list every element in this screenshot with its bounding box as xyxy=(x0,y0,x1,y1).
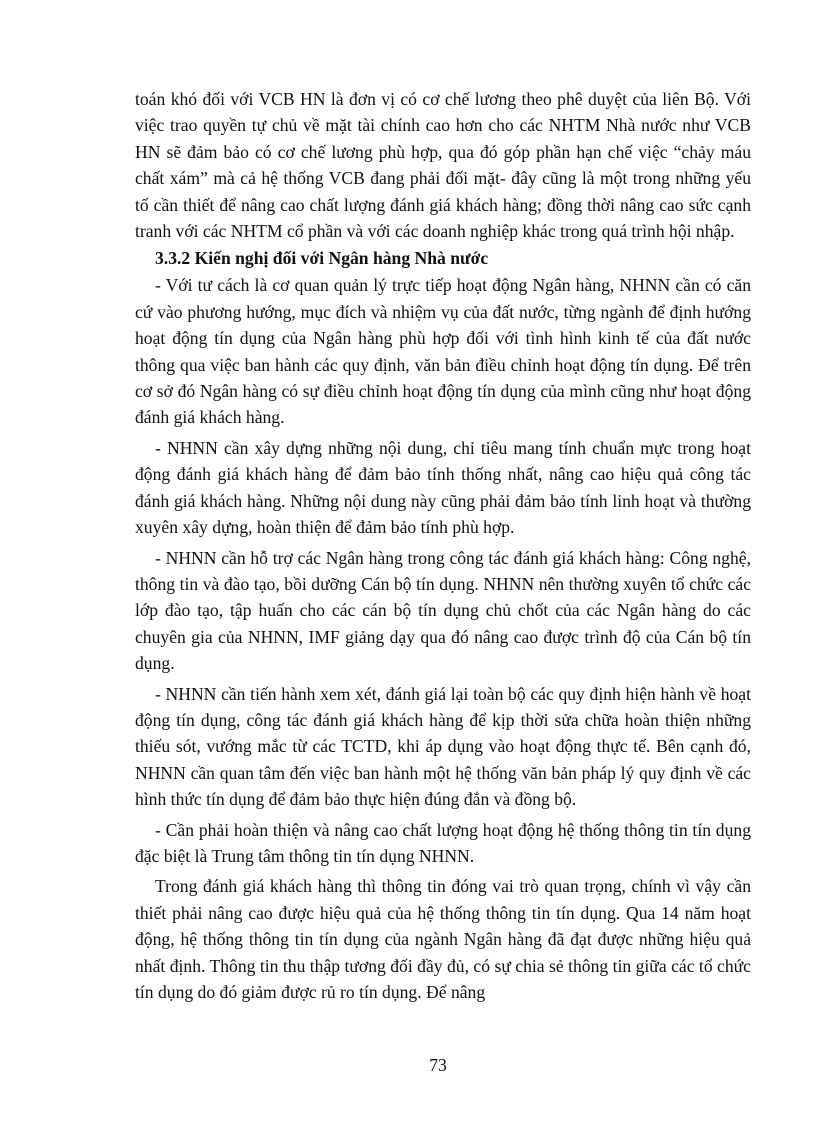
section-heading: 3.3.2 Kiến nghị đối với Ngân hàng Nhà nước xyxy=(155,248,489,269)
intro-paragraph: toán khó đối với VCB HN là đơn vị có cơ chế lương theo phê duyệt của liên Bộ. Với việc trao quyền tự chủ về mặt tài chính cao hơn cho các NHTM Nhà nước như VCB HN sẽ đảm bảo có cơ chế lương phù hợp, qua đó góp phần hạn chế việc “chảy máu chất xám” mà cả hệ thống VCB đang phải đối mặt- đây cũng là một trong những yếu tố cần thiết để nâng cao chất lượng đánh giá khách hàng; đồng thời nâng cao sức cạnh tranh với các NHTM cổ phần và với các doanh nghiệp khác trong quá trình hội nhập. xyxy=(135,89,751,242)
closing-paragraph: Trong đánh giá khách hàng thì thông tin đóng vai trò quan trọng, chính vì vậy cần thiết phải nâng cao được hiệu quả của hệ thống thông tin tín dụng. Qua 14 năm hoạt động, hệ thống thông tin tín dụng của ngành Ngân hàng đã đạt được những hiệu quả nhất định. Thông tin thu thập tương đối đầy đủ, có sự chia sẻ thông tin giữa các tổ chức tín dụng do đó giảm được rủ ro tín dụng. Để nâng xyxy=(135,876,751,1002)
bullet-paragraph-4: - NHNN cần tiến hành xem xét, đánh giá lại toàn bộ các quy định hiện hành về hoạt động tín dụng, công tác đánh giá khách hàng để kịp thời sửa chữa hoàn thiện những thiếu sót, vướng mắc từ các TCTD, khi áp dụng vào hoạt động thực tế. Bên cạnh đó, NHNN cần quan tâm đến việc ban hành một hệ thống văn bản pháp lý quy định về các hình thức tín dụng để đảm bảo thực hiện đúng đắn và đồng bộ. xyxy=(135,683,751,810)
bullet-paragraph-3: - NHNN cần hỗ trợ các Ngân hàng trong công tác đánh giá khách hàng: Công nghệ, thông tin và đào tạo, bồi dưỡng Cán bộ tín dụng. NHNN nên thường xuyên tổ chức các lớp đào tạo, tập huấn cho các cán bộ tín dụng chủ chốt của các Ngân hàng do các chuyên gia của NHNN, IMF giảng dạy qua đó nâng cao được trình độ của Cán bộ tín dụng. xyxy=(135,547,751,674)
document-body xyxy=(135,86,751,1005)
bullet-paragraph-1: - Với tư cách là cơ quan quản lý trực tiếp hoạt động Ngân hàng, NHNN cần có căn cứ vào phương hướng, mục đích và nhiệm vụ của đất nước, từng ngành để định hướng hoạt động tín dụng của Ngân hàng phù hợp đối với tình hình kinh tế của đất nước thông qua việc ban hành các quy định, văn bản điều chỉnh hoạt động tín dụng. Để trên cơ sở đó Ngân hàng có sự điều chỉnh hoạt động tín dụng của mình cũng như hoạt động đánh giá khách hàng. xyxy=(135,275,751,428)
bullet-paragraph-2: - NHNN cần xây dựng những nội dung, chỉ tiêu mang tính chuẩn mực trong hoạt động đánh giá khách hàng để đảm bảo tính thống nhất, nâng cao hiệu quả công tác đánh giá khách hàng. Những nội dung này cũng phải đảm bảo tính linh hoạt và thường xuyên xây dựng, hoàn thiện để đảm bảo tính phù hợp. xyxy=(135,437,751,538)
page-number: 73 xyxy=(429,1055,447,1075)
bullet-paragraph-5: - Cần phải hoàn thiện và nâng cao chất lượng hoạt động hệ thống thông tin tín dụng đặc biệt là Trung tâm thông tin tín dụng NHNN. xyxy=(135,819,751,866)
